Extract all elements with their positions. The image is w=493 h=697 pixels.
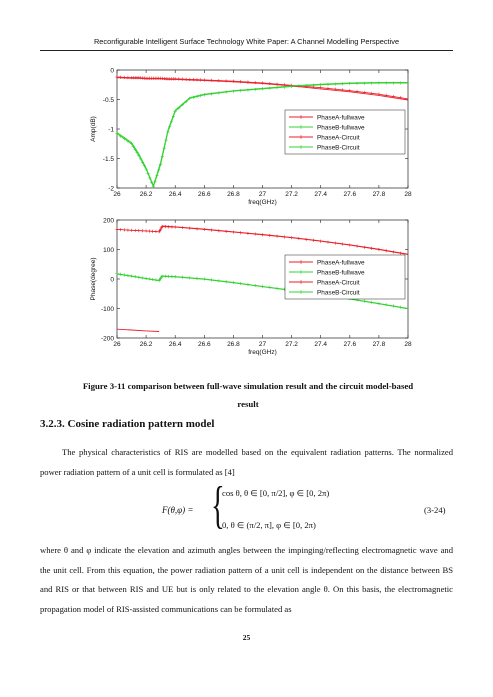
header-rule: [40, 50, 453, 51]
y-tick-label: 0: [110, 276, 114, 284]
x-tick-label: 27.8: [372, 341, 386, 348]
legend-label: PhaseB-Circuit: [317, 144, 360, 152]
legend-label: PhaseA-Circuit: [317, 134, 360, 142]
x-tick-label: 26.8: [227, 191, 240, 198]
paragraph-intro: The physical characteristics of RIS are modelled based on the equivalent radiation patterns. The normalized power radiation pattern of a unit cell is formulated as [4]: [40, 447, 453, 477]
x-tick-label: 27: [258, 191, 267, 198]
x-tick-label: 27.4: [314, 191, 328, 198]
legend-label: PhaseA-fullwave: [317, 114, 365, 122]
x-tick-label: 28: [404, 341, 412, 348]
legend-label: PhaseA-fullwave: [317, 259, 365, 267]
y-axis-label: Amp(dB): [90, 116, 97, 142]
x-tick-label: 26.2: [139, 341, 153, 348]
running-header: Reconfigurable Intelligent Surface Technology White Paper: A Channel Modelling Perspective: [93, 37, 400, 46]
figure-caption-line1: Figure 3-11 comparison between full-wave simulation result and the circuit model-based: [82, 381, 414, 391]
x-tick-label: 26.4: [168, 191, 182, 198]
x-tick-label: 27.4: [314, 341, 328, 348]
x-axis-label: freq(GHz): [248, 199, 277, 206]
x-tick-label: 27.6: [343, 191, 357, 198]
x-tick-label: 27: [258, 341, 267, 348]
x-tick-label: 26.8: [227, 341, 240, 348]
y-tick-label: -100: [100, 305, 114, 313]
legend-label: PhaseB-Circuit: [317, 289, 360, 297]
x-axis-label: freq(GHz): [248, 349, 277, 356]
y-tick-label: -2: [108, 185, 114, 193]
legend-label: PhaseA-Circuit: [317, 279, 360, 287]
legend-label: PhaseB-fullwave: [317, 124, 365, 132]
equation-3-24: [0, 478, 493, 538]
x-tick-label: 26.2: [139, 191, 153, 198]
phase-chart: [0, 210, 493, 370]
equation-case1: cos θ, θ ∈ [0, π/2], φ ∈ [0, 2π): [222, 488, 330, 498]
paragraph-explanation: where θ and φ indicate the elevation and azimuth angles between the impinging/reflecting electromagnetic wave and the unit cell. From this equation, the power radiation pattern of a unit cell is independent on the distance between BS and RIS or that between RIS and UE but is only related to the elevation angle θ. On this basis, the electromagnetic propagation model of RIS-assisted communications can be formulated as: [40, 545, 453, 614]
x-tick-label: 27.8: [372, 191, 386, 198]
y-axis-label: Phase(degree): [90, 257, 97, 301]
y-tick-label: -1: [108, 126, 114, 134]
legend-label: PhaseB-fullwave: [317, 269, 365, 277]
x-tick-label: 26.4: [168, 341, 182, 348]
x-tick-label: 27.6: [343, 341, 357, 348]
x-tick-label: 26: [113, 191, 121, 198]
page-number: 25: [242, 633, 251, 642]
x-tick-label: 28: [404, 191, 412, 198]
x-tick-label: 27.2: [285, 191, 298, 198]
x-tick-label: 26.6: [197, 341, 211, 348]
y-tick-label: 200: [103, 217, 114, 225]
equation-lhs: F(θ,φ) =: [162, 505, 194, 515]
y-tick-label: -200: [100, 335, 114, 343]
section-title: 3.2.3. Cosine radiation pattern model: [40, 418, 215, 430]
equation-number: (3-24): [424, 505, 446, 515]
y-tick-label: -0.5: [102, 96, 114, 104]
figure-caption-line2: result: [237, 399, 259, 409]
equation-brace: {: [211, 477, 225, 534]
figure-caption: [48, 377, 448, 413]
y-tick-label: 0: [110, 67, 114, 75]
y-tick-label: 100: [103, 246, 114, 254]
equation-case2: 0, θ ∈ (π/2, π], φ ∈ [0, 2π): [222, 520, 316, 530]
x-tick-label: 26: [113, 341, 121, 348]
x-tick-label: 26.6: [197, 191, 211, 198]
x-tick-label: 27.2: [285, 341, 298, 348]
y-tick-label: -1.5: [102, 155, 114, 163]
